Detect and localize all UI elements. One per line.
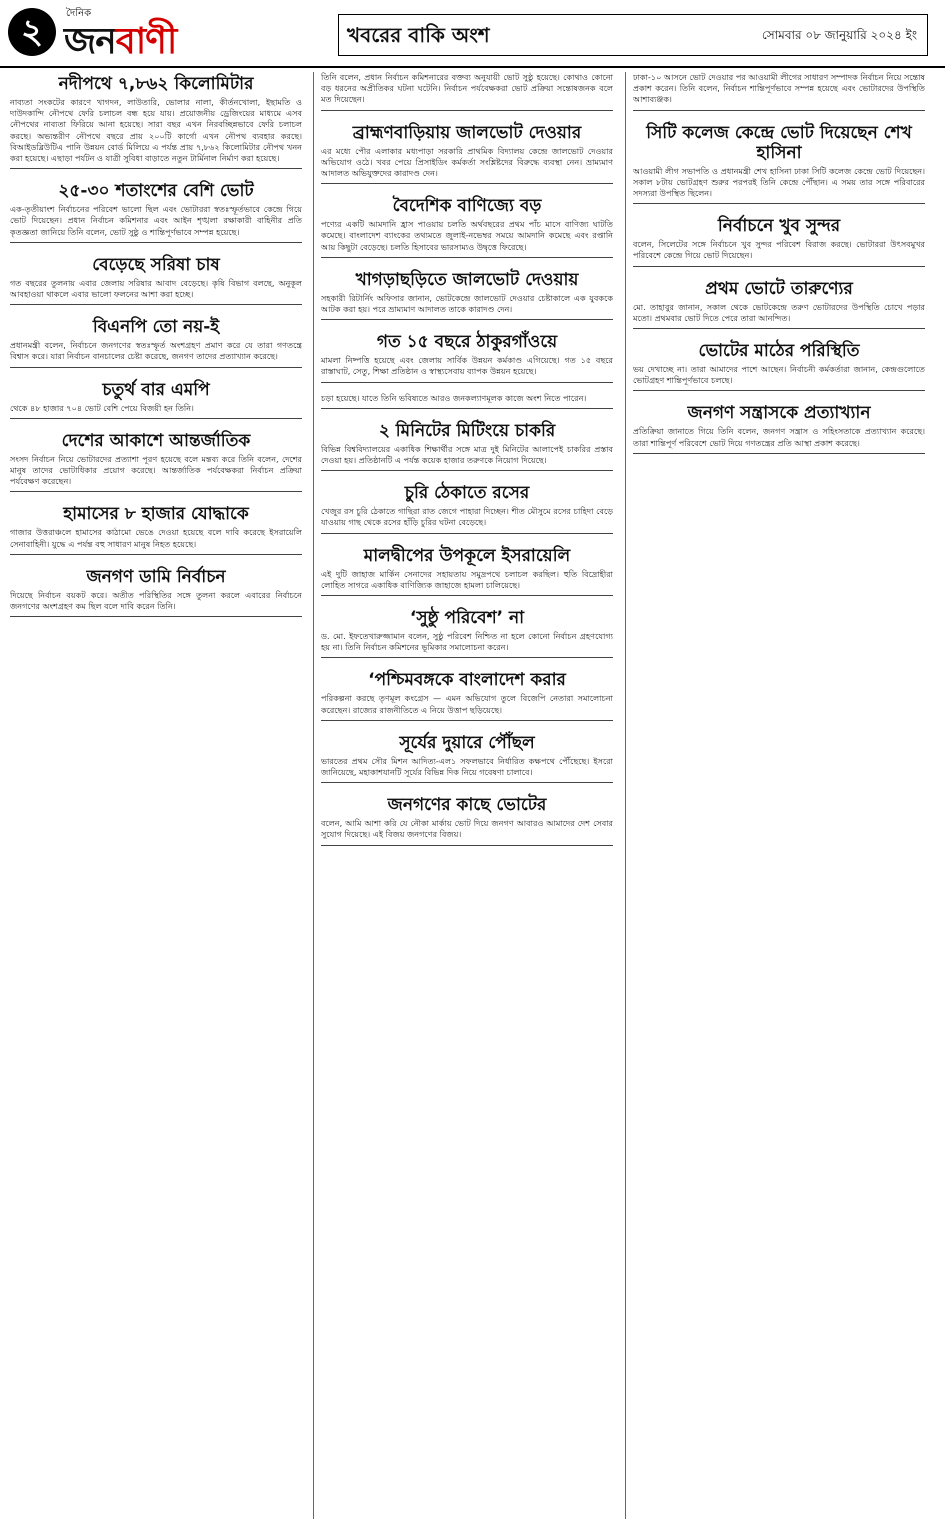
column-divider [625,72,626,1519]
article-body: থেকে ৪৮ হাজার ৭০৪ ভোট বেশি পেয়ে বিজয়ী হন তিনি। [10,402,194,413]
masthead [0,0,945,68]
article-body: তিনি বলেন, প্রধান নির্বাচন কমিশনারের বক্তব্য অনুযায়ী ভোট সুষ্ঠু হয়েছে। কোথাও কোনো বড় ধরনের অপ্রীতিকর ঘটনা ঘটেনি। নির্বাচন পর্যবেক্ষকরা ভোট প্রক্রিয়া সন্তোষজনক বলে মত দিয়েছেন। [321,72,613,105]
article [10,565,302,621]
article-separator [10,367,302,368]
issue-date: সোমবার ০৮ জানুয়ারি ২০২৪ ইং [761,28,917,42]
article [321,731,613,787]
article-headline: নদীপথে ৭,৮৬২ কিলোমিটার [58,74,254,94]
article-headline: ভোটের মাঠের পরিস্থিতি [698,341,860,362]
article [321,793,613,849]
article-separator [10,242,302,243]
article-body: পণ্যের একটি আমদানি হ্রাস পাওয়ায় চলতি অর্থবছরের প্রথম পাঁচ মাসে বাণিজ্য ঘাটতি কমেছে। বাংলাদেশ ব্যাংকের তথ্যমতে জুলাই-নভেম্বর সময়ে আমদানি কমেছে এবং রপ্তানি আয় কিছুটা বেড়েছে। চলতি হিসাবের ভারসাম্যও উদ্বৃত্তে ফিরেছে। [321,219,613,252]
article-separator [10,168,302,169]
article-separator [633,390,925,391]
article [321,481,613,537]
logo-daily: দৈনিক [66,8,92,19]
article-separator [321,533,613,534]
article-body: খেজুর রস চুরি ঠেকাতে গাছিরা রাত জেগে পাহারা দিচ্ছেন। শীত মৌসুমে রসের চাহিদা বেড়ে যাওয়ায় গাছ থেকে রসের হাঁড়ি চুরির ঘটনা বেড়েছে। [321,506,613,528]
article-body: ভয় দেখাচ্ছে না। তারা আমাদের পাশে আছেন। নির্বাচনী কর্মকর্তারা জানান, কেন্দ্রগুলোতে ভোটগ্রহণ শান্তিপূর্ণভাবে চলছে। [633,364,925,386]
article [321,268,613,324]
article-separator [321,470,613,471]
article-headline: গত ১৫ বছরে ঠাকুরগাঁওয়ে [376,332,558,353]
article [321,330,613,386]
article-separator [321,782,613,783]
article-body: গত বছরের তুলনায় এবার জেলায় সরিষার আবাদ বেড়েছে। কৃষি বিভাগ বলছে, অনুকূল আবহাওয়া থাকলে এবার ভালো ফলনের আশা করা হচ্ছে। [10,277,302,300]
article-body: বিভিন্ন বিশ্ববিদ্যালয়ের একাধিক শিক্ষার্থীর সঙ্গে মাত্র দুই মিনিটের আলাপেই চাকরির প্রস্তাব দেওয়া হয়। প্রতিষ্ঠানটি এ পর্যন্ত কয়েক হাজার তরুণকে নিয়োগ দিয়েছে। [321,443,613,466]
article-headline: সূর্যের দুয়ারে পৌঁছল [399,732,535,753]
article-separator [633,453,925,454]
article [633,401,925,457]
page-number: ২ [8,8,56,56]
article [321,606,613,662]
column-3 [633,72,925,1519]
article-headline: বিএনপি তো নয়-ই [92,317,220,338]
article [10,429,302,497]
article-separator [10,554,302,555]
article-headline: ২ মিনিটের মিটিংয়ে চাকরি [378,420,556,441]
article-separator [321,110,613,111]
article-body: বলেন, আমি আশা করি যে নৌকা মার্কায় ভোট দিয়ে জনগণ আবারও আমাদের দেশ সেবার সুযোগ দিয়েছে। এই বিজয় জনগণের বিজয়। [321,818,613,840]
article [10,72,302,173]
article-headline: জনগণের কাছে ভোটের [387,795,547,816]
article [321,544,613,600]
article-separator [321,845,613,846]
article-body: মো. তাহাবুর জানান, সকাল থেকে ভোটকেন্দ্রে তরুণ ভোটারদের উপস্থিতি চোখে পড়ার মতো। প্রথমবার ভোট দিতে পেরে তারা আনন্দিত। [633,301,925,323]
article-separator [321,183,613,184]
article-body: দিয়েছে নির্বাচন বয়কট করে। অতীত পরিস্থিতির সঙ্গে তুলনা করলে এবারের নির্বাচনে জনগণের অংশগ্রহণ কম ছিল বলে দাবি করেন তিনি। [10,589,302,612]
article-body: চড়া হয়েছে। যাতে তিনি ভবিষ্যতে আরও জনকল্যাণমূলক কাজে অংশ নিতে পারেন। [321,392,587,403]
article-headline: দেশের আকাশে আন্তর্জাতিক [61,430,251,451]
article [10,179,302,247]
article-body: এর মধ্যে পৌর এলাকার মধ্যপাড়া সরকারি প্রাথমিক বিদ্যালয় কেন্দ্রে জালভোট দেওয়ার অভিযোগ ওঠে। খবর পেয়ে প্রিসাইডিং কর্মকর্তা সংশ্লিষ্টদের বিরুদ্ধে ব্যবস্থা নেন। ভ্রাম্যমাণ আদালত অভিযুক্তদের কারাদণ্ড দেন। [321,145,613,179]
article [321,668,613,724]
article [10,378,302,423]
article-headline: জনগণ সন্ত্রাসকে প্রত্যাখ্যান [687,403,871,424]
article-body: গাজার উত্তরাঞ্চলে হামাসের কাঠামো ভেঙে দেওয়া হয়েছে বলে দাবি করেছে ইসরায়েলি সেনাবাহিনী। যুদ্ধে এ পর্যন্ত বহু সাধারণ মানুষ নিহত হয়েছে। [10,527,302,549]
article [321,419,613,475]
article-separator [10,418,302,419]
article-headline: চুরি ঠেকাতে রসের [404,483,530,504]
article-body: ড. মো. ইফতেখারুজ্জামান বলেন, সুষ্ঠু পরিবেশ নিশ্চিত না হলে কোনো নির্বাচন গ্রহণযোগ্য হয় না। তিনি নির্বাচন কমিশনের ভূমিকার সমালোচনা করেন। [321,631,613,653]
article-separator [321,319,613,320]
article [633,277,925,333]
article-separator [10,304,302,305]
article [10,502,302,558]
article [633,214,925,270]
article-headline: ‘পশ্চিমবঙ্গকে বাংলাদেশ করার [368,670,566,691]
article-separator [633,328,925,329]
newspaper-logo [64,14,176,74]
article-separator [633,203,925,204]
article-separator [321,595,613,596]
article-body: আওয়ামী লীগ সভাপতি ও প্রধানমন্ত্রী শেখ হাসিনা ঢাকা সিটি কলেজ কেন্দ্রে ভোট দিয়েছেন। সকাল ৮টায় ভোটগ্রহণ শুরুর পরপরই তিনি কেন্দ্রে পৌঁছান। এ সময় তার সঙ্গে পরিবারের সদস্যরা উপস্থিত ছিলেন। [633,165,925,199]
article-body: বলেন, সিলেটের সঙ্গে নির্বাচনে খুব সুন্দর পরিবেশ বিরাজ করছে। ভোটাররা উৎসবমুখর পরিবেশে কেন্দ্রে গিয়ে ভোট দিয়েছেন। [633,239,925,261]
article-separator [321,657,613,658]
article-headline: মালদ্বীপের উপকূলে ইসরায়েলি [363,545,571,566]
article-separator [321,408,613,409]
article-separator [633,110,925,111]
article [633,339,925,395]
article-separator [321,382,613,383]
article-headline: ২৫-৩০ শতাংশের বেশি ভোট [58,181,254,202]
article [633,72,925,115]
article-separator [321,257,613,258]
article-separator [321,720,613,721]
article-body: নাব্যতা সংকটের কারণে খাগদন, লাউতারি, ভোলার নালা, কীর্তনখোলা, ইছামতি ও দাউদকান্দি নৌপথে ফেরি চলাচল বন্ধ হয়ে যায়। প্রয়োজনীয় ড্রেজিংয়ের মাধ্যমে এসব নৌপথের নাব্যতা ফিরিয়ে আনা হয়েছে। সারা বছর এখন নিরবচ্ছিন্নভাবে ফেরি চলাচল করছে। অভ্যন্তরীণ নৌপথে বছরে প্রায় ২০০টি কার্গো এখন নৌপথ ব্যবহার করছে। বিআইডব্লিউটিএ পানি উন্নয়ন বোর্ড মিলিয়ে এ পর্যন্ত প্রায় ৭,৮৬২ কিলোমিটার নৌপথ খনন করা হয়েছে। এছাড়া পর্যটন ও যাত্রী সুবিধা বাড়াতে নতুন টার্মিনাল নির্মাণ করা হয়েছে। [10,97,302,164]
section-header [338,14,928,56]
article-body: পরিকল্পনা করছে তৃণমূল কংগ্রেস — এমন অভিযোগ তুলে বিজেপি নেতারা সমালোচনা করেছেন। রাজ্যের রাজনীতিতে এ নিয়ে উত্তাপ ছড়িয়েছে। [321,693,613,715]
article [10,253,302,309]
article [321,393,613,413]
article [10,315,302,371]
article-headline: চতুর্থ বার এমপি [102,379,210,400]
article-headline: ‘সুষ্ঠু পরিবেশ’ না [409,608,525,629]
article-body: সহকারী রিটার্নিং অফিসার জানান, ভোটকেন্দ্রে জালভোট দেওয়ার চেষ্টাকালে এক যুবককে আটক করা হয়। পরে ভ্রাম্যমাণ আদালত তাকে কারাদণ্ড দেন। [321,292,613,315]
article-headline: ব্রাহ্মণবাড়িয়ায় জালভোট দেওয়ার [352,122,582,143]
article-headline: হামাসের ৮ হাজার যোদ্ধাকে [63,504,249,525]
article [633,121,925,209]
article-body: প্রতিক্রিয়া জানাতে গিয়ে তিনি বলেন, জনগণ সন্ত্রাস ও সহিংসতাকে প্রত্যাখ্যান করেছে। তারা শান্তিপূর্ণ পরিবেশে ভোট দিয়ে গণতন্ত্রের প্রতি আস্থা প্রকাশ করেছে। [633,426,925,448]
article-headline: প্রথম ভোটে তারুণ্যের [705,278,853,299]
column-2 [321,72,613,1519]
article [321,72,613,115]
article-headline: বেড়েছে সরিষা চাষ [92,254,220,275]
article-headline: নির্বাচনে খুব সুন্দর [717,216,841,237]
article-body: মামলা নিষ্পত্তি হয়েছে এবং জেলায় সার্বিক উন্নয়ন কর্মকাণ্ড এগিয়েছে। গত ১৫ বছরে রাস্তাঘাট, সেতু, শিক্ষা প্রতিষ্ঠান ও স্বাস্থ্যসেবায় ব্যাপক উন্নয়ন হয়েছে। [321,355,613,377]
article-body: এক-তৃতীয়াংশ নির্বাচনের পরিবেশ ভালো ছিল এবং ভোটাররা স্বতঃস্ফূর্তভাবে কেন্দ্রে গিয়ে ভোট দিয়েছেন। প্রধান নির্বাচন কমিশনার এবং আইন শৃঙ্খলা রক্ষাকারী বাহিনীর প্রতি কৃতজ্ঞতা জানিয়ে তিনি বলেন, ভোট সুষ্ঠু ও শান্তিপূর্ণভাবে সম্পন্ন হয়েছে। [10,204,302,237]
article-body: ঢাকা-১০ আসনে ভোট দেওয়ার পর আওয়ামী লীগের সাধারণ সম্পাদক নির্বাচন নিয়ে সন্তোষ প্রকাশ করেন। তিনি বলেন, নির্বাচন শান্তিপূর্ণভাবে সম্পন্ন হয়েছে এবং ভোটারদের উপস্থিতি আশাব্যঞ্জক। [633,72,925,105]
article-separator [633,266,925,267]
column-1 [10,72,302,1519]
article-separator [10,491,302,492]
article-body: এই দুটি জাহাজ মার্কিন সেনাদের সহায়তায় সমুদ্রপথে চলাচল করছিল। হুতি বিদ্রোহীরা লোহিত সাগরে একাধিক বাণিজ্যিক জাহাজে হামলা চালিয়েছে। [321,568,613,590]
article-headline: বৈদেশিক বাণিজ্যে বড় [392,196,542,217]
article-body: সংসদ নির্বাচন নিয়ে ভোটারদের প্রত্যাশা পূরণ হয়েছে বলে মন্তব্য করে তিনি বলেন, দেশের মানুষ তাদের ভোটাধিকার প্রয়োগ করেছে। আন্তর্জাতিক পর্যবেক্ষকরা নির্বাচন প্রক্রিয়া পর্যবেক্ষণ করেছেন। [10,453,302,487]
article-body: ভারতের প্রথম সৌর মিশন আদিত্য-এল১ সফলভাবে নির্ধারিত কক্ষপথে পৌঁছেছে। ইসরো জানিয়েছে, মহাকাশযানটি সূর্যের বিভিন্ন দিক নিয়ে গবেষণা চালাবে। [321,755,613,778]
logo-red-part: বাণী [115,20,177,62]
article-headline: সিটি কলেজ কেন্দ্রে ভোট দিয়েছেন শেখ হাসিনা [646,122,912,163]
section-title: খবরের বাকি অংশ [347,23,490,47]
article-separator [10,616,302,617]
article [321,194,613,262]
article-headline: জনগণ ডামি নির্বাচন [86,566,226,587]
article-headline: খাগড়াছড়িতে জালভোট দেওয়ায় [355,269,579,290]
article-body: প্রধানমন্ত্রী বলেন, নির্বাচনে জনগণের স্বতঃস্ফূর্ত অংশগ্রহণ প্রমাণ করে যে তারা গণতন্ত্রে বিশ্বাস করে। যারা নির্বাচন বানচালের চেষ্টা করেছে, জনগণ তাদের প্রত্যাখ্যান করেছে। [10,340,302,362]
logo-black-part: জন [64,20,116,62]
column-divider [313,72,314,1519]
article [321,121,613,189]
